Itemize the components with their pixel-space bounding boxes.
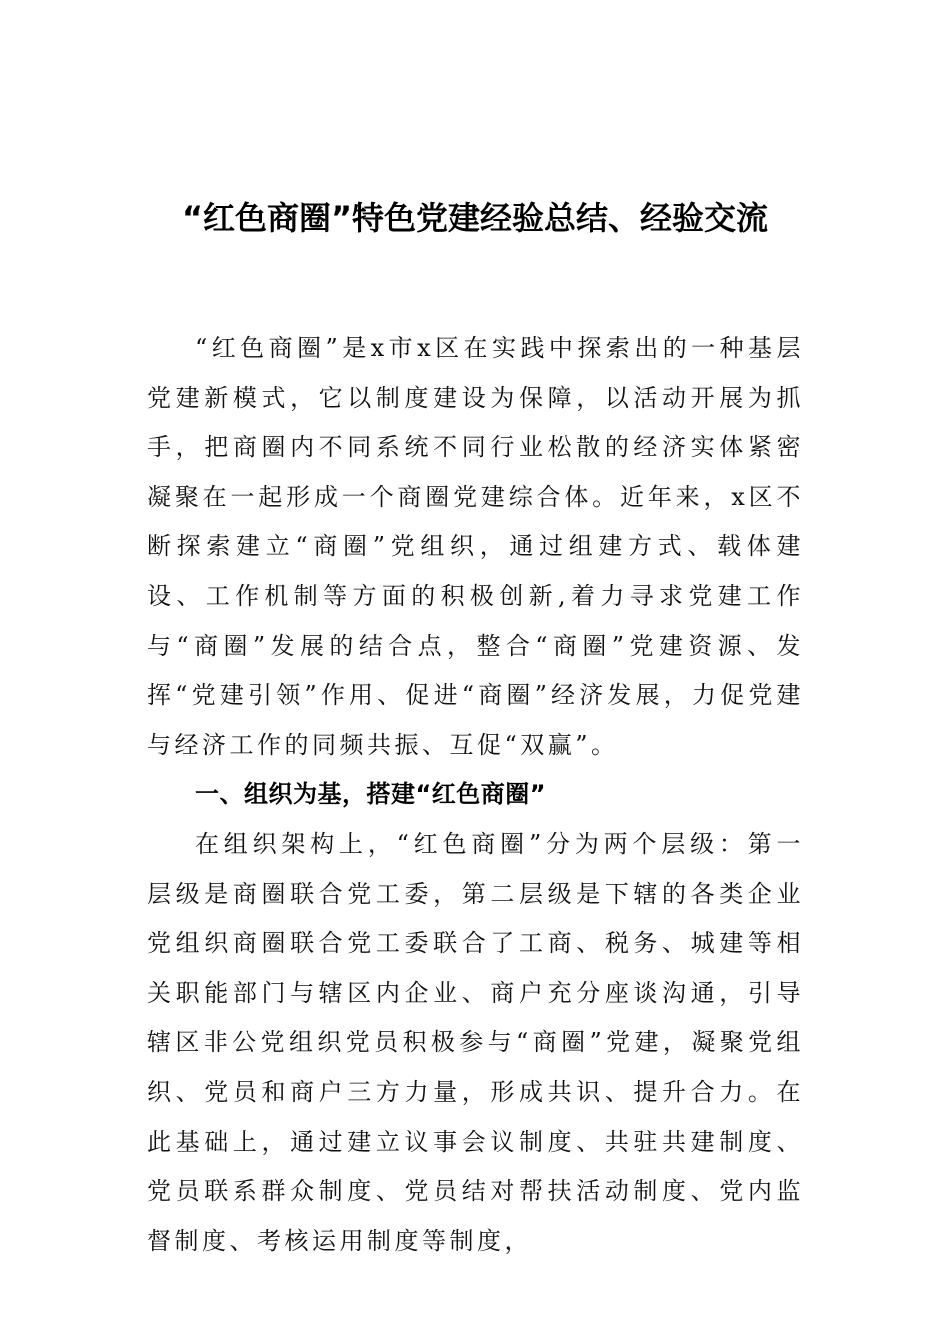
intro-paragraph: “红色商圈”是x市x区在实践中探索出的一种基层党建新模式，它以制度建设为保障，以活动开展为抓手，把商圈内不同系统不同行业松散的经济实体紧密凝聚在一起形成一个商圈党建综合体。近年来，x区不断探索建立“商圈”党组织，通过组建方式、载体建设、工作机制等方面的积极创新,着力寻求党建工作与“商圈”发展的结合点，整合“商圈”党建资源、发挥“党建引领”作用、促进“商圈”经济发展，力促党建与经济工作的同频共振、互促“双赢”。 bbox=[147, 334, 804, 759]
document-title: “红色商圈”特色党建经验总结、经验交流 bbox=[181, 199, 769, 237]
section-paragraph: 在组织架构上，“红色商圈”分为两个层级：第一层级是商圈联合党工委，第二层级是下辖的各类企业党组织商圈联合党工委联合了工商、税务、城建等相关职能部门与辖区内企业、商户充分座谈沟通，引导辖区非公党组织党员积极参与“商圈”党建，凝聚党组织、党员和商户三方力量，形成共识、提升合力。在此基础上，通过建立议事会议制度、共驻共建制度、党员联系群众制度、党员结对帮扶活动制度、党内监督制度、考核运用制度等制度， bbox=[147, 829, 804, 1255]
section-heading: 一、组织为基，搭建“红色商圈” bbox=[195, 780, 547, 809]
document-body bbox=[147, 324, 804, 1266]
